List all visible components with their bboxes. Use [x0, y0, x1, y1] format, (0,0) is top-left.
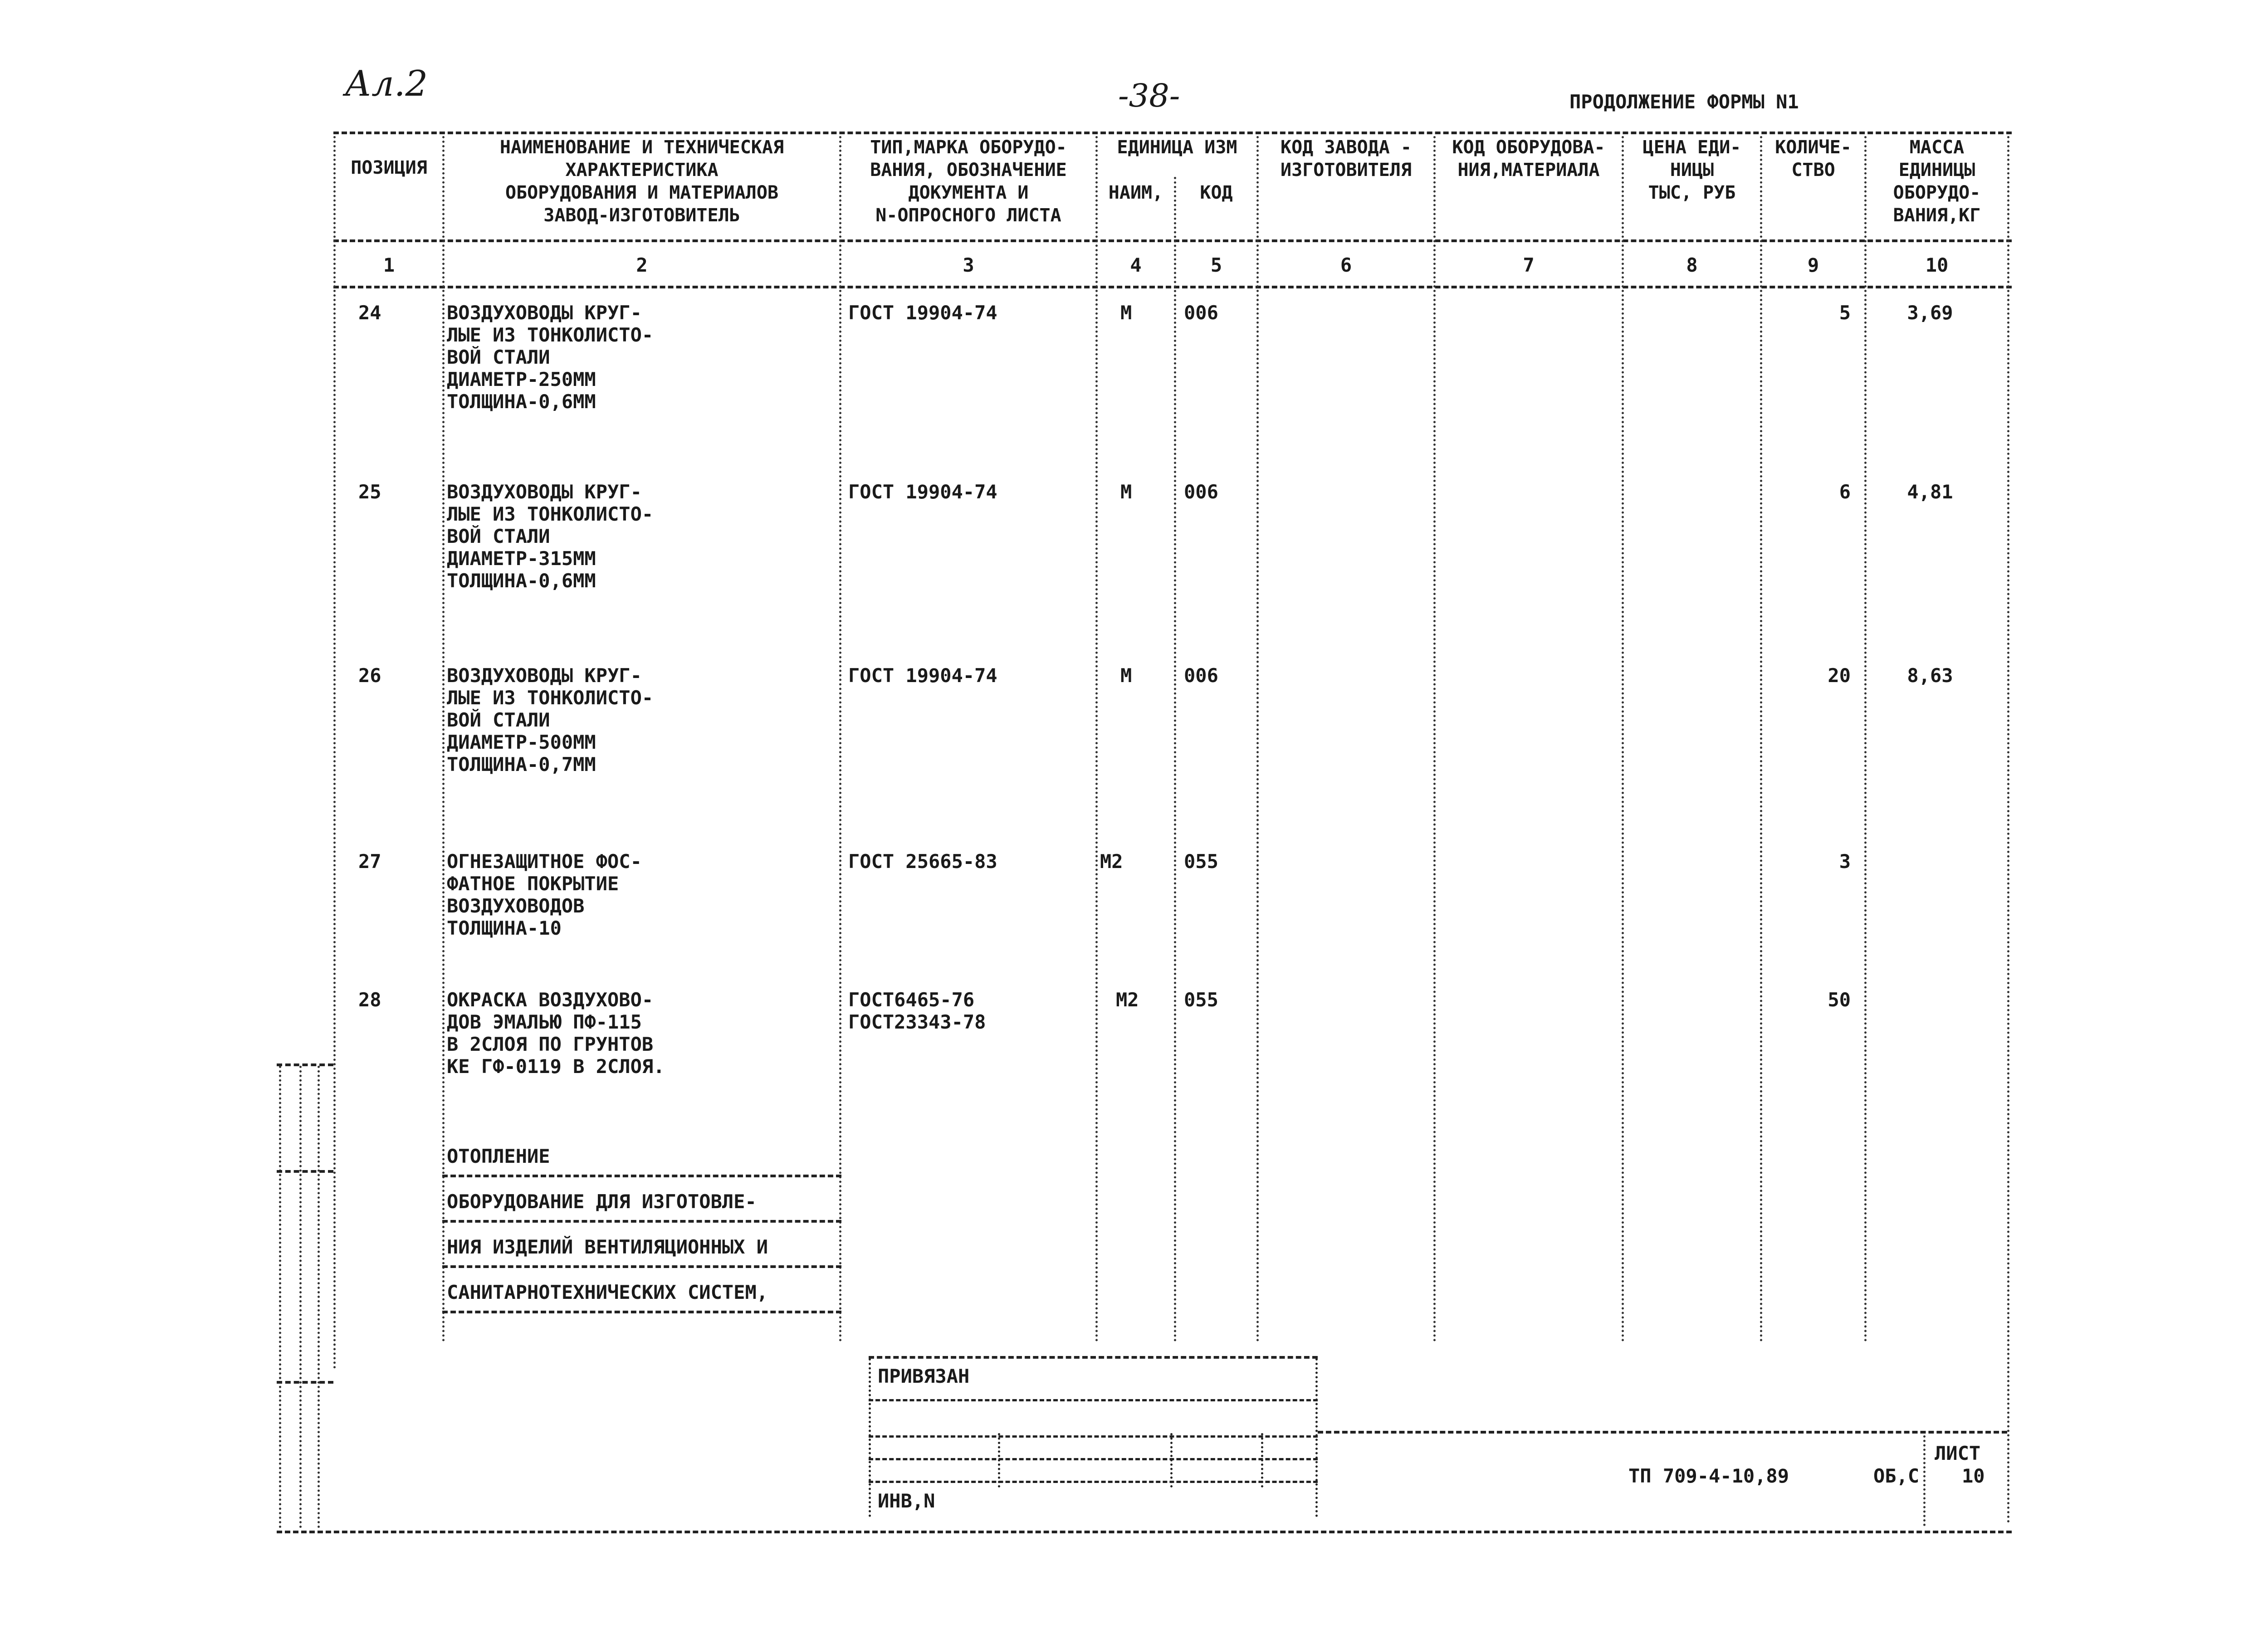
row-type: ГОСТ6465-76 ГОСТ23343-78	[848, 989, 986, 1033]
row-mass: 4,81	[1907, 481, 1953, 503]
margin-sep	[279, 1066, 281, 1528]
continuation-title: ПРОДОЛЖЕНИЕ ФОРМЫ N1	[1569, 91, 1799, 113]
stamp-rule	[869, 1399, 1318, 1401]
row-name: ОГНЕЗАЩИТНОЕ ФОС- ФАТНОЕ ПОКРЫТИЕ ВОЗДУХОВОДОВ ТОЛЩИНА-10	[447, 850, 642, 939]
col-sep-3-4	[1095, 136, 1098, 1342]
row-type: ГОСТ 19904-74	[848, 302, 997, 324]
col-sep-8-9	[1760, 136, 1762, 1342]
stamp-sheet-number: 10	[1962, 1465, 1985, 1487]
col-number-3: 3	[963, 254, 974, 276]
col-sep-5-6	[1256, 136, 1259, 1342]
header-unit-name: НАИМ,	[1108, 182, 1163, 203]
row-position: 25	[358, 481, 381, 503]
row-unit: М	[1120, 302, 1132, 324]
row-name: ВОЗДУХОВОДЫ КРУГ- ЛЫЕ ИЗ ТОНКОЛИСТО- ВОЙ СТАЛИ ДИАМЕТР-500ММ ТОЛЩИНА-0,7ММ	[447, 664, 654, 776]
margin-rule	[277, 1170, 333, 1173]
row-unit: М	[1120, 664, 1132, 687]
stamp-sep	[1170, 1433, 1173, 1488]
row-unit-code: 055	[1184, 989, 1218, 1011]
margin-rule	[277, 1381, 333, 1384]
stamp-rule	[869, 1435, 1318, 1438]
row-unit: М	[1120, 481, 1132, 503]
section-rule	[442, 1265, 841, 1268]
section-rule	[442, 1311, 841, 1313]
section-rule	[442, 1220, 841, 1223]
col-number-7: 7	[1523, 254, 1535, 276]
row-position: 24	[358, 302, 381, 324]
row-unit: М2	[1116, 989, 1139, 1011]
col-sep-7-8	[1622, 136, 1624, 1342]
stamp-sheet-label: ЛИСТ	[1935, 1442, 1981, 1464]
header-equipment-code: КОД ОБОРУДОВА- НИЯ,МАТЕРИАЛА	[1452, 137, 1605, 180]
margin-rule	[277, 1063, 333, 1066]
row-position: 26	[358, 664, 381, 687]
stamp-attached-label: ПРИВЯЗАН	[878, 1365, 970, 1387]
col-sep-1-2	[442, 136, 445, 1342]
header-position: ПОЗИЦИЯ	[351, 157, 427, 178]
stamp-sep	[1315, 1358, 1318, 1517]
header-mass: МАССА ЕДИНИЦЫ ОБОРУДО- ВАНИЯ,КГ	[1893, 137, 1981, 226]
col-sep-left	[333, 136, 336, 1370]
row-type: ГОСТ 19904-74	[848, 664, 997, 687]
header-unit-group: ЕДИНИЦА ИЗМ	[1117, 137, 1237, 158]
section-equipment-line-2: НИЯ ИЗДЕЛИЙ ВЕНТИЛЯЦИОННЫХ И	[447, 1236, 768, 1258]
row-quantity: 3	[1839, 850, 1851, 873]
stamp-rule	[869, 1458, 1318, 1460]
stamp-sep	[869, 1358, 871, 1517]
col-sep-6-7	[1433, 136, 1436, 1342]
col-number-4: 4	[1130, 254, 1142, 276]
header-type: ТИП,МАРКА ОБОРУДО- ВАНИЯ, ОБОЗНАЧЕНИЕ ДОКУМЕНТА И N-ОПРОСНОГО ЛИСТА	[870, 137, 1067, 226]
margin-sep	[299, 1066, 302, 1528]
col-number-5: 5	[1210, 254, 1222, 276]
stamp-wide-rule	[1318, 1431, 2007, 1434]
stamp-rule	[869, 1481, 1318, 1483]
margin-sep	[318, 1066, 320, 1528]
row-unit-code: 006	[1184, 664, 1218, 687]
row-name: ВОЗДУХОВОДЫ КРУГ- ЛЫЕ ИЗ ТОНКОЛИСТО- ВОЙ СТАЛИ ДИАМЕТР-315ММ ТОЛЩИНА-0,6ММ	[447, 481, 654, 592]
col-number-10: 10	[1925, 254, 1949, 276]
row-unit: М2	[1100, 850, 1123, 873]
col-number-1: 1	[383, 254, 395, 276]
row-position: 28	[358, 989, 381, 1011]
col-sep-right	[2007, 136, 2009, 1524]
col-sep-9-10	[1864, 136, 1867, 1342]
col-number-2: 2	[636, 254, 648, 276]
stamp-album: ОБ,С	[1873, 1465, 1920, 1487]
table-bottom-rule	[277, 1531, 2012, 1533]
stamp-top-rule	[869, 1356, 1318, 1359]
row-mass: 8,63	[1907, 664, 1953, 687]
sheet-handwritten-mark: Ал.2	[345, 63, 428, 104]
row-unit-code: 055	[1184, 850, 1218, 873]
table-top-rule	[333, 132, 2012, 134]
stamp-inventory-label: ИНВ,N	[878, 1490, 935, 1512]
stamp-sep	[1261, 1433, 1263, 1488]
header-quantity: КОЛИЧЕ- СТВО	[1775, 137, 1852, 180]
col-number-8: 8	[1686, 254, 1698, 276]
section-equipment-line-1: ОБОРУДОВАНИЕ ДЛЯ ИЗГОТОВЛЕ-	[447, 1190, 757, 1213]
stamp-sep	[998, 1433, 1000, 1488]
header-unit-price: ЦЕНА ЕДИ- НИЦЫ ТЫС, РУБ	[1642, 137, 1741, 203]
section-rule	[442, 1175, 841, 1177]
row-mass: 3,69	[1907, 302, 1953, 324]
row-quantity: 5	[1839, 302, 1851, 324]
header-name: НАИМЕНОВАНИЕ И ТЕХНИЧЕСКАЯ ХАРАКТЕРИСТИКА ОБОРУДОВАНИЯ И МАТЕРИАЛОВ ЗАВОД-ИЗГОТОВИТЕЛЬ	[499, 137, 784, 226]
col-sep-4-5	[1174, 177, 1176, 1342]
row-type: ГОСТ 19904-74	[848, 481, 997, 503]
row-name: ВОЗДУХОВОДЫ КРУГ- ЛЫЕ ИЗ ТОНКОЛИСТО- ВОЙ СТАЛИ ДИАМЕТР-250ММ ТОЛЩИНА-0,6ММ	[447, 302, 654, 413]
row-quantity: 6	[1839, 481, 1851, 503]
row-position: 27	[358, 850, 381, 873]
stamp-sheet-sep	[1923, 1435, 1926, 1526]
row-quantity: 20	[1828, 664, 1851, 687]
section-heating: ОТОПЛЕНИЕ	[447, 1145, 550, 1167]
row-name: ОКРАСКА ВОЗДУХОВО- ДОВ ЭМАЛЬЮ ПФ-115 В 2СЛОЯ ПО ГРУНТОВ КЕ ГФ-0119 В 2СЛОЯ.	[447, 989, 665, 1078]
row-type: ГОСТ 25665-83	[848, 850, 997, 873]
section-equipment-line-3: САНИТАРНОТЕХНИЧЕСКИХ СИСТЕМ,	[447, 1281, 768, 1303]
row-unit-code: 006	[1184, 481, 1218, 503]
col-number-6: 6	[1340, 254, 1352, 276]
row-quantity: 50	[1828, 989, 1851, 1011]
stamp-document-code: ТП 709-4-10,89	[1628, 1465, 1789, 1487]
header-unit-code: КОД	[1200, 182, 1233, 203]
page-number: -38-	[1118, 77, 1180, 114]
row-unit-code: 006	[1184, 302, 1218, 324]
col-sep-2-3	[839, 136, 841, 1342]
col-number-9: 9	[1807, 254, 1819, 276]
header-factory-code: КОД ЗАВОДА - ИЗГОТОВИТЕЛЯ	[1281, 137, 1412, 180]
